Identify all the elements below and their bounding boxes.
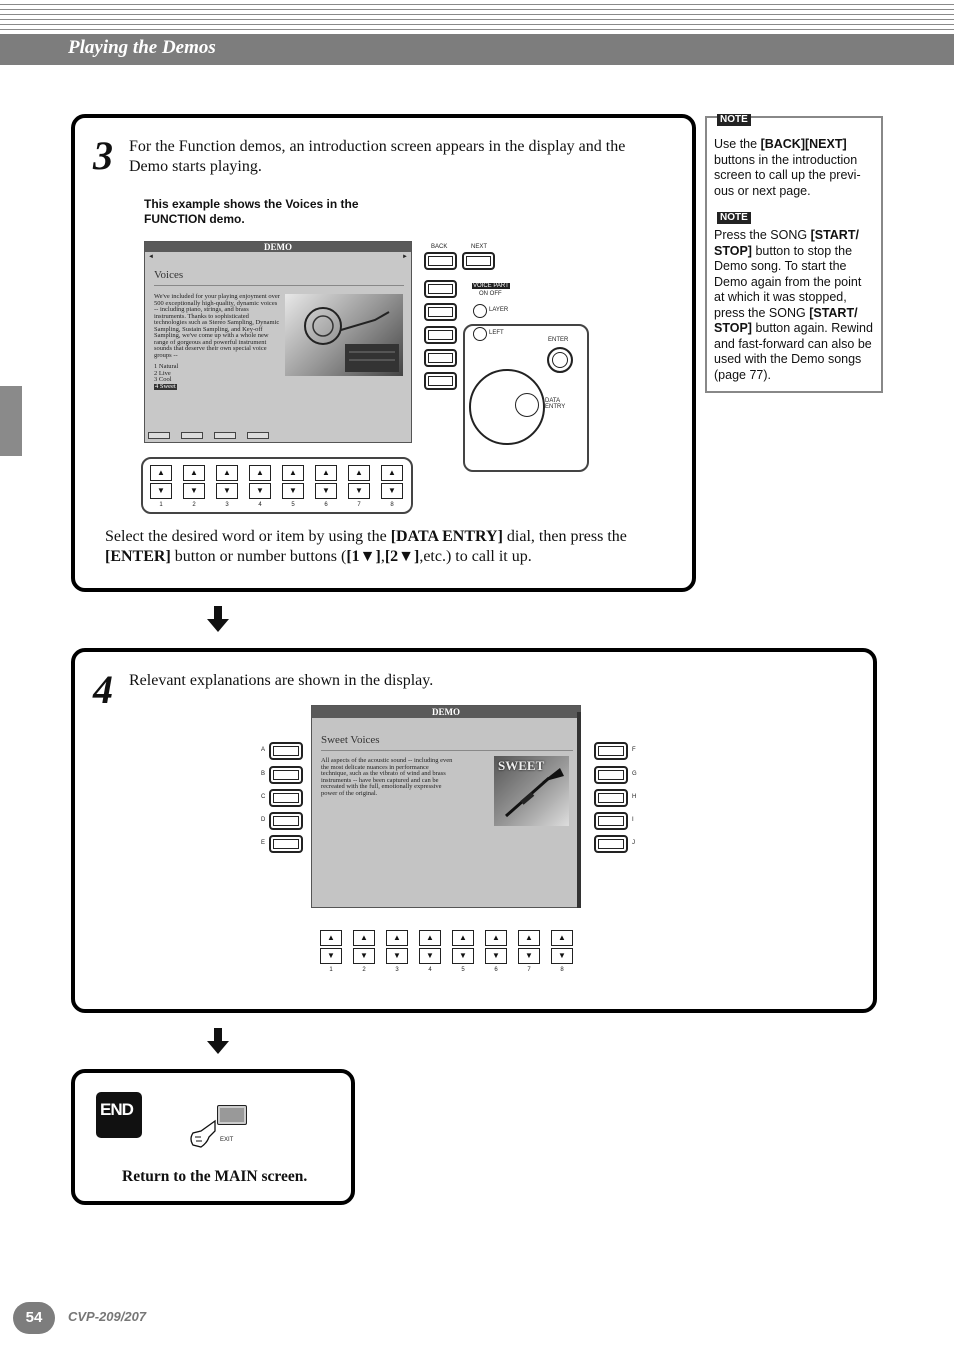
instr-text-3: button or number buttons ( — [170, 548, 347, 565]
letter-j: J — [632, 840, 635, 846]
note-1 — [714, 137, 874, 199]
down-arrow-icon — [207, 606, 229, 632]
num-col-2 — [183, 465, 205, 508]
back-label: BACK — [431, 244, 448, 250]
right-buttons — [590, 742, 640, 862]
letter-h: H — [632, 794, 637, 800]
num-3-down-button[interactable]: ▼ — [216, 483, 238, 499]
back-button[interactable] — [424, 252, 457, 270]
num2-8-down-button[interactable]: ▼ — [551, 948, 573, 964]
num-3-label: 3 — [225, 502, 229, 508]
screen-item-cool[interactable]: 3 Cool — [154, 376, 172, 383]
num-col-3 — [216, 465, 238, 508]
page-number-badge — [13, 1302, 55, 1334]
letter-f: F — [632, 747, 636, 753]
screen-bottom-tabs — [148, 432, 410, 440]
panel-button-i2[interactable] — [594, 812, 628, 830]
end-text: Return to the MAIN screen. — [122, 1168, 308, 1185]
note-2-pre: Press the SONG — [714, 228, 811, 242]
letter-g: G — [632, 771, 637, 777]
note-1-post: buttons in the introduction screen to call up the previ-ous or next page. — [714, 152, 861, 198]
end-box — [71, 1069, 355, 1205]
num-7-label: 7 — [357, 502, 361, 508]
screen-item-sweet[interactable]: 4 Sweet — [155, 382, 176, 390]
hand-pointer-icon — [187, 1117, 217, 1151]
num-6-down-button[interactable]: ▼ — [315, 483, 337, 499]
screen2-body: All aspects of the acoustic sound -- including even the most delicate nuances in performance technique, such as the vibrato of wind and brass instruments -- have been captured and can be recreated with the full, emotionally expressive power of the original. — [321, 757, 453, 797]
next-button[interactable] — [462, 252, 495, 270]
num2-2-up-button[interactable]: ▲ — [353, 930, 375, 946]
num2-1-down-button[interactable]: ▼ — [320, 948, 342, 964]
instr-text-2: dial, then press the — [502, 528, 627, 545]
note-tag-2: NOTE — [717, 212, 751, 224]
note-2 — [714, 228, 874, 383]
screen-item-live[interactable]: 2 Live — [154, 369, 171, 377]
num2-6-label: 6 — [494, 967, 498, 973]
num2-3-up-button[interactable]: ▲ — [386, 930, 408, 946]
panel-button-d[interactable] — [269, 812, 303, 830]
data-entry-label: DATA ENTRY — [545, 398, 566, 410]
screen-heading-rule — [154, 285, 404, 286]
instr-data-entry: [DATA ENTRY] — [390, 528, 503, 545]
num2-6-up-button[interactable]: ▲ — [485, 930, 507, 946]
note-2-post: button again. Rewind and fast-forward can also be used with the Demo songs (page 77). — [714, 321, 873, 382]
step3-number: 3 — [93, 133, 113, 178]
note-1-bold: [BACK][NEXT] — [760, 137, 847, 151]
num2-8-label: 8 — [560, 967, 564, 973]
num-7-up-button[interactable]: ▲ — [348, 465, 370, 481]
step3-caption-2: FUNCTION demo. — [144, 212, 245, 226]
screen2-title: DEMO — [312, 706, 580, 718]
num-col-4 — [249, 465, 271, 508]
screen-items — [154, 364, 178, 390]
screen-title: DEMO — [145, 242, 411, 252]
step3-caption-1: This example shows the Voices in the — [144, 197, 359, 211]
step4-box — [71, 648, 877, 1013]
panel-button-i[interactable] — [424, 349, 457, 367]
num-2-up-button[interactable]: ▲ — [183, 465, 205, 481]
panel-button-g[interactable] — [424, 303, 457, 321]
screen2-heading: Sweet Voices — [321, 734, 380, 746]
num2-col-1 — [320, 930, 342, 973]
down-arrow-icon-2 — [207, 1028, 229, 1054]
num-5-label: 5 — [291, 502, 295, 508]
num2-1-label: 1 — [329, 967, 333, 973]
num-col-7 — [348, 465, 370, 508]
num2-7-label: 7 — [527, 967, 531, 973]
number-buttons-step4 — [320, 930, 578, 972]
data-entry-dial[interactable] — [469, 369, 545, 445]
step3-box — [71, 114, 696, 592]
num-1-up-button[interactable]: ▲ — [150, 465, 172, 481]
panel-button-h[interactable] — [424, 326, 457, 344]
num2-8-up-button[interactable]: ▲ — [551, 930, 573, 946]
num-8-down-button[interactable]: ▼ — [381, 483, 403, 499]
num2-1-up-button[interactable]: ▲ — [320, 930, 342, 946]
num-8-up-button[interactable]: ▲ — [381, 465, 403, 481]
sweet-label: SWEET — [498, 758, 545, 773]
num2-3-down-button[interactable]: ▼ — [386, 948, 408, 964]
num-col-1 — [150, 465, 172, 508]
num2-col-2 — [353, 930, 375, 973]
model-name: CVP-209/207 — [68, 1309, 147, 1324]
exit-button[interactable] — [217, 1105, 247, 1125]
letter-e: E — [261, 840, 266, 846]
number-buttons-step3 — [150, 465, 408, 507]
num-col-5 — [282, 465, 304, 508]
screen2-heading-rule — [321, 750, 573, 751]
step3-instruction — [105, 527, 665, 567]
num2-4-up-button[interactable]: ▲ — [419, 930, 441, 946]
num2-5-down-button[interactable]: ▼ — [452, 948, 474, 964]
notes-box — [705, 116, 883, 393]
note-2-bold2: [START/ STOP] — [714, 305, 858, 335]
panel-button-h2[interactable] — [594, 789, 628, 807]
screen-tab-3[interactable] — [214, 432, 236, 439]
panel-button-e[interactable] — [269, 835, 303, 853]
note-2-bold: [START/ STOP] — [714, 228, 859, 258]
exit-label: EXIT — [220, 1137, 234, 1143]
num2-2-label: 2 — [362, 967, 366, 973]
letter-i: I — [632, 817, 634, 823]
panel-button-j[interactable] — [424, 372, 457, 390]
num-4-label: 4 — [258, 502, 262, 508]
num2-col-8 — [551, 930, 573, 973]
horn-image — [285, 294, 403, 376]
screen-tab-1[interactable] — [148, 432, 170, 439]
letter-c: C — [261, 794, 266, 800]
step4-number: 4 — [93, 667, 113, 712]
screen-heading: Voices — [154, 269, 184, 281]
layer-button[interactable] — [473, 304, 487, 318]
screen-back-arrow: ◄ — [148, 254, 154, 260]
screen-item-natural[interactable]: 1 Natural — [154, 363, 179, 370]
enter-button[interactable] — [547, 347, 573, 373]
on-off-label: ON OFF — [479, 291, 502, 297]
num2-col-7 — [518, 930, 540, 973]
num-7-down-button[interactable]: ▼ — [348, 483, 370, 499]
instr-num1: [1▼] — [346, 548, 381, 565]
num-8-label: 8 — [390, 502, 394, 508]
instr-text-1: Select the desired word or item by using the — [105, 528, 391, 545]
screen2-edge-bar — [577, 712, 581, 908]
side-tab — [0, 386, 22, 456]
end-badge-text: END — [100, 1100, 133, 1119]
instr-comma: , — [380, 548, 385, 565]
trumpet-illustration — [494, 756, 569, 826]
left-buttons — [261, 742, 311, 862]
screen-tab-2[interactable] — [181, 432, 203, 439]
screen-tab-4[interactable] — [247, 432, 269, 439]
panel-button-b[interactable] — [269, 766, 303, 784]
num-5-up-button[interactable]: ▲ — [282, 465, 304, 481]
voice-part-label: VOICE PART — [473, 283, 509, 289]
instr-num2: [2▼] — [384, 548, 420, 565]
num-6-label: 6 — [324, 502, 328, 508]
num2-4-down-button[interactable]: ▼ — [419, 948, 441, 964]
num-2-label: 2 — [192, 502, 196, 508]
note-2-mid: button to stop the Demo song. To start the Demo again from the point at which it was stopped, press the SONG — [714, 243, 862, 320]
layer-label: LAYER — [489, 307, 509, 313]
num-1-down-button[interactable]: ▼ — [150, 483, 172, 499]
letter-a: A — [261, 747, 266, 753]
num2-7-up-button[interactable]: ▲ — [518, 930, 540, 946]
num2-col-6 — [485, 930, 507, 973]
num-2-down-button[interactable]: ▼ — [183, 483, 205, 499]
num-4-up-button[interactable]: ▲ — [249, 465, 271, 481]
num2-7-down-button[interactable]: ▼ — [518, 948, 540, 964]
num-3-up-button[interactable]: ▲ — [216, 465, 238, 481]
num-col-8 — [381, 465, 403, 508]
panel-button-c[interactable] — [269, 789, 303, 807]
note-tag-1: NOTE — [717, 114, 751, 126]
left-label: LEFT — [489, 330, 504, 336]
enter-label: ENTER — [548, 337, 569, 343]
num-6-up-button[interactable]: ▲ — [315, 465, 337, 481]
num2-col-4 — [419, 930, 441, 973]
letter-d: D — [261, 817, 266, 823]
num2-col-5 — [452, 930, 474, 973]
instr-enter: [ENTER] — [105, 548, 171, 565]
step3-text: For the Function demos, an introduction screen appears in the display and the Demo starts playing. — [129, 138, 626, 175]
page-number: 54 — [25, 1309, 43, 1326]
panel-button-j2[interactable] — [594, 835, 628, 853]
letter-b: B — [261, 771, 266, 777]
num2-2-down-button[interactable]: ▼ — [353, 948, 375, 964]
num-1-label: 1 — [159, 502, 163, 508]
num-col-6 — [315, 465, 337, 508]
header-rules — [0, 0, 954, 34]
num2-5-up-button[interactable]: ▲ — [452, 930, 474, 946]
end-badge-icon — [96, 1092, 142, 1138]
screen-next-arrow: ► — [402, 254, 408, 260]
trumpet-image — [494, 756, 569, 826]
demo-screen-sweet — [311, 705, 581, 908]
dial-knob — [515, 393, 539, 417]
panel-button-g2[interactable] — [594, 766, 628, 784]
num-4-down-button[interactable]: ▼ — [249, 483, 271, 499]
note-1-pre: Use the — [714, 137, 761, 151]
num2-5-label: 5 — [461, 967, 465, 973]
demo-screen-voices — [144, 241, 412, 443]
step4-text: Relevant explanations are shown in the display. — [129, 672, 434, 689]
horn-illustration — [285, 294, 403, 376]
panel-button-f2[interactable] — [594, 742, 628, 760]
screen-body: We've included for your playing enjoyment over 500 exceptionally high-quality, dynamic voices -- including piano, strings, and brass instruments. Thanks to sophisticated technologies such as Stereo Sampling, Dynamic Sampling, Sustain Sampling, and Key-off Sampling, we've come up with a whole new range of gorgeous and powerful instrument sounds that deserve their own special voice groups -- — [154, 293, 280, 359]
next-label: NEXT — [471, 244, 488, 250]
num-5-down-button[interactable]: ▼ — [282, 483, 304, 499]
num2-6-down-button[interactable]: ▼ — [485, 948, 507, 964]
panel-button-f[interactable] — [424, 280, 457, 298]
num2-col-3 — [386, 930, 408, 973]
num2-4-label: 4 — [428, 967, 432, 973]
panel-button-a[interactable] — [269, 742, 303, 760]
page-title: Playing the Demos — [68, 37, 216, 58]
num2-3-label: 3 — [395, 967, 399, 973]
instr-text-4: ,etc.) to call it up. — [419, 548, 532, 565]
